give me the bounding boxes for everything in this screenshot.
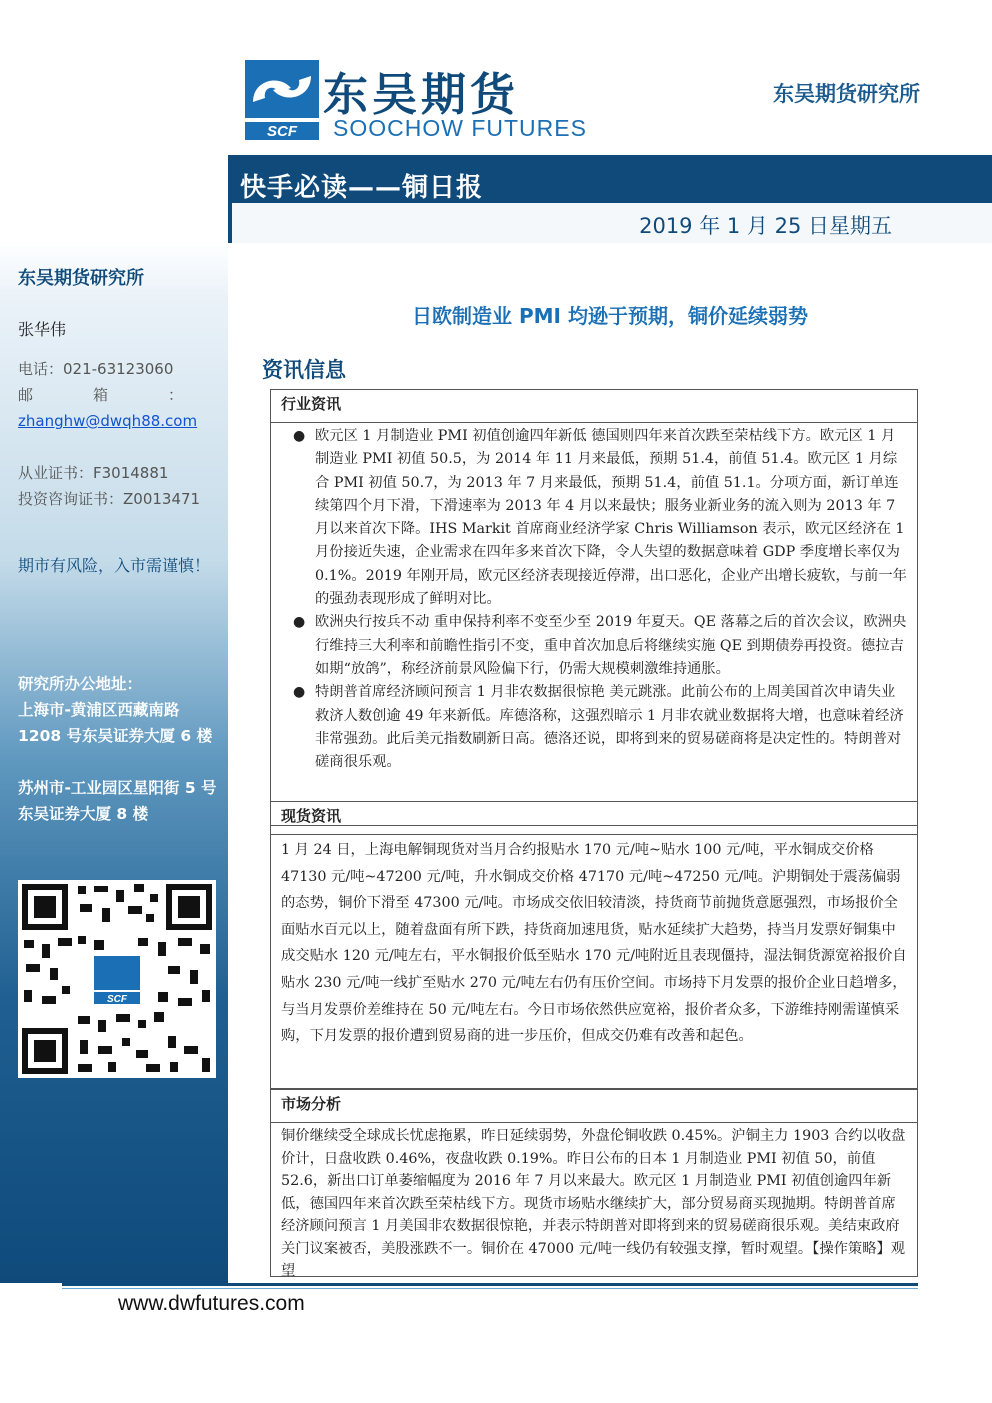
list-item: [281, 425, 909, 611]
market-analysis-box: [270, 1089, 918, 1277]
industry-item-text: 欧洲央行按兵不动 重申保持利率不变至少至 2019 年夏天。QE 落幕之后的首次会议，欧洲央行维持三大利率和前瞻性指引不变，重申首次加息后将继续实施 QE 到期债券再投资。德拉吉如期“放鸽”，称经济前景风险偏下行，仍需大规模刺激维持通胀。: [315, 614, 907, 677]
email-link[interactable]: zhanghw@dwqh88.com: [18, 412, 198, 430]
report-date: 2019 年 1 月 25 日星期五: [639, 214, 892, 238]
address-suzhou: 苏州市-工业园区星阳街 5 号东吴证券大厦 8 楼: [18, 779, 217, 823]
industry-news-box: [270, 389, 918, 826]
address-title: 研究所办公地址：: [18, 675, 143, 693]
analyst-name: 张华伟: [18, 320, 67, 339]
institute-name-top: 东吴期货研究所: [773, 82, 920, 106]
spot-news-box: [270, 801, 918, 1089]
svg-text:SCF: SCF: [107, 994, 127, 1005]
market-analysis-body: 铜价继续受全球成长忧虑拖累，昨日延续弱势，外盘伦铜收跌 0.45%。沪铜主力 1903 合约以收盘价计，日盘收跌 0.46%，夜盘收跌 0.19%。昨日公布的日本 1 月制造业 PMI 初值 50，前值 52.6，新出口订单萎缩幅度为 2016 年 7 月以来最大。欧元区 1 月制造业 PMI 初值创逾四年新低，德国四年来首次跌至荣枯线下方。现货市场贴水继续扩大，部分贸易商买现抛期。特朗普首席经济顾问预言 1 月美国非农数据很惊艳，并表示特朗普对即将到来的贸易磋商很乐观。美结束政府关门议案被否，美股涨跌不一。铜价在 47000 元/吨一线仍有较强支撑，暂时观望。【操作策略】观望: [281, 1128, 906, 1279]
industry-news-body: [271, 423, 917, 776]
bullet-dot-icon: ●: [293, 684, 306, 701]
sidebar-institute: 东吴期货研究所: [18, 268, 144, 289]
market-analysis-title: 市场分析: [271, 1090, 917, 1123]
qr-code: [18, 880, 216, 1078]
logo-name-cn: 东吴期货: [323, 68, 520, 121]
cert-practice: 从业证书：F3014881: [18, 464, 169, 482]
report-title: 快手必读——铜日报: [240, 173, 484, 203]
section-title: 资讯信息: [262, 358, 346, 382]
spot-news-body: 1 月 24 日，上海电解铜现货对当月合约报贴水 170 元/吨~贴水 100 元/吨，平水铜成交价格 47130 元/吨~47200 元/吨，升水铜成交价格 47170 元/吨~47250 元/吨。沪期铜处于震荡偏弱的态势，铜价下滑至 47300 元/吨。市场成交依旧较清淡，持货商节前抛货意愿强烈，市场报价全面贴水百元以上，随着盘面有所下跌，持货商加速甩货，贴水延续扩大趋势，持当月发票好铜集中成交贴水 120 元/吨左右，平水铜报价低至贴水 170 元/吨附近且表现僵持，湿法铜货源宽裕报价自贴水 230 元/吨一线扩至贴水 270 元/吨左右仍有压价空间。市场持下月发票的报价企业日趋增多，与当月发票价差维持在 50 元/吨左右。今日市场依然供应宽裕，报价者众多，下游维持刚需谨慎采购，下月发票的报价遭到贸易商的进一步压价，但成交仍难有改善和起色。: [281, 842, 907, 1045]
svg-text:SCF: SCF: [267, 123, 297, 140]
footer-website[interactable]: www.dwfutures.com: [118, 1292, 305, 1315]
qr-code-icon: [18, 880, 216, 1078]
industry-news-title: 行业资讯: [271, 390, 917, 423]
industry-item-text: 欧元区 1 月制造业 PMI 初值创逾四年新低 德国则四年来首次跌至荣枯线下方。欧元区 1 月制造业 PMI 初值 50.5，为 2014 年 11 月来最低，预期 51.4，前值 51.4。欧元区 1 月综合 PMI 初值 50.7，为 2013 年 7 月来最低，预期 51.4，前值 51.1。分项方面，新订单连续第四个月下滑，下滑速率为 2013 年 4 月以来最快；服务业新业务的流入则为 2013 年 7 月以来首次下降。IHS Markit 首席商业经济学家 Chris Williamson 表示，欧元区经济在 1 月份接近失速，企业需求在四年多来首次下降，令人失望的数据意味着 GDP 季度增长率仅为 0.1%。2019 年刚开局，欧元区经济表现接近停滞，出口恶化，企业产出增长疲软，与前一年的强劲表现形成了鲜明对比。: [315, 428, 907, 608]
risk-warning: 期市有风险，入市需谨慎！: [18, 556, 211, 575]
company-logo: [245, 58, 585, 144]
spot-news-title: 现货资讯: [271, 802, 917, 835]
email-label: 邮 箱 ：: [18, 386, 184, 404]
footer-divider: [62, 1283, 918, 1286]
list-item: [281, 681, 909, 774]
office-address: [18, 671, 223, 827]
scf-logo-icon: [245, 60, 319, 142]
cert-consult: 投资咨询证书：Z0013471: [18, 490, 201, 508]
address-shanghai: 上海市-黄浦区西藏南路 1208 号东吴证券大厦 6 楼: [18, 701, 213, 745]
sidebar-background: [0, 0, 228, 1283]
analyst-contact: [18, 356, 218, 512]
bullet-dot-icon: ●: [293, 614, 306, 631]
bullet-dot-icon: ●: [293, 428, 306, 444]
list-item: [281, 611, 909, 681]
report-headline: 日欧制造业 PMI 均逊于预期，铜价延续弱势: [412, 304, 808, 328]
industry-item-text: 特朗普首席经济顾问预言 1 月非农数据很惊艳 美元跳涨。此前公布的上周美国首次申请失业救济人数创逾 49 年来新低。库德洛称，这强烈暗示 1 月非农就业数据将大增，也意味着经济非常强劲。此后美元指数刷新日高。德洛还说，即将到来的贸易磋商将是决定性的。特朗普对磋商很乐观。: [315, 684, 904, 771]
logo-name-en: SOOCHOW FUTURES: [333, 115, 587, 141]
date-bar: [228, 203, 992, 243]
phone-text: 电话：021-63123060: [18, 360, 174, 378]
footer-divider-thin: [62, 1288, 918, 1289]
